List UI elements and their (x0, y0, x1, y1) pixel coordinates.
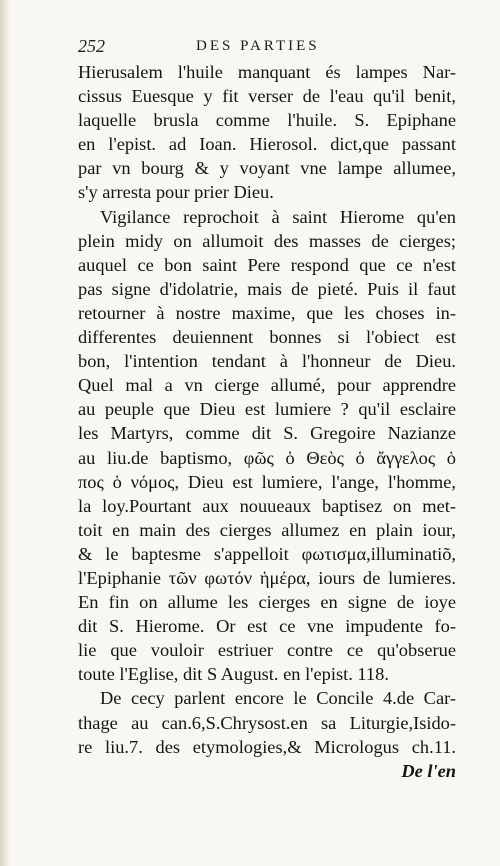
text-line: l'Epiphanie τῶν φωτόν ἡμέρα, iours de lumieres. (78, 567, 456, 588)
text-line: en l'epist. ad Ioan. Hierosol. dict,que passant (78, 134, 456, 155)
text-line: retourner à nostre maxime, que les choses in- (78, 302, 456, 323)
text-line: la loy.Pourtant aux nouueaux baptisez on met- (78, 495, 456, 516)
text-line: par vn bourg & y voyant vne lampe allumee, (78, 158, 456, 179)
text-line: πος ὁ νόμος, Dieu est lumiere, l'ange, l'homme, (78, 471, 456, 492)
text-line: au liu.de baptismo, φῶς ὁ Θεὸς ὁ ἄγγελος ὁ (78, 447, 456, 468)
text-line: De cecy parlent encore le Concile 4.de Car- (100, 688, 456, 709)
text-line: toute l'Eglise, dit S August. en l'epist. 118. (78, 664, 389, 685)
text-line: dit S. Hierome. Or est ce vne impudente fo- (78, 616, 456, 637)
text-line: En fin on allume les cierges en signe de ioye (78, 592, 456, 613)
text-line: laquelle brusla comme l'huile. S. Epiphane (78, 110, 456, 131)
text-line: pas signe d'idolatrie, mais de pieté. Puis il faut (78, 278, 456, 299)
page-header (78, 36, 478, 60)
text-line: re liu.7. des etymologies,& Micrologus ch.11. (78, 736, 456, 757)
text-line: les Martyrs, comme dit S. Gregoire Nazianze (78, 423, 456, 444)
text-line: auquel ce bon saint Pere respond que ce n'est (78, 254, 456, 275)
text-line: plein midy on allumoit des masses de cierges; (78, 230, 456, 251)
text-line: toit en main des cierges allumez en plain iour, (78, 519, 456, 540)
text-line: s'y arresta pour prier Dieu. (78, 182, 274, 203)
text-line: cissus Euesque y fit verser de l'eau qu'il benit, (78, 86, 456, 107)
text-line: thage au can.6,S.Chrysost.en sa Liturgie,Isido- (78, 712, 456, 733)
text-line: bon, l'intention tendant à l'honneur de Dieu. (78, 351, 456, 372)
catchword: De l'en (401, 760, 456, 781)
body-text (78, 60, 456, 783)
page-gutter-shadow (0, 0, 10, 866)
text-line: lie que vouloir estriuer contre ce qu'obserue (78, 640, 456, 661)
text-line: differentes deuiennent bonnes si l'obiect est (78, 327, 456, 348)
text-line: Vigilance reprochoit à saint Hierome qu'en (100, 206, 456, 227)
text-line: & le baptesme s'appelloit φωτισμα,illuminatiõ, (78, 543, 456, 564)
page-number: 252 (78, 36, 105, 56)
text-line: Hierusalem l'huile manquant és lampes Nar- (78, 62, 456, 82)
text-line: Quel mal a vn cierge allumé, pour apprendre (78, 375, 456, 396)
running-head: DES PARTIES (196, 38, 320, 54)
text-line: au peuple que Dieu est lumiere ? qu'il esclaire (78, 399, 456, 420)
